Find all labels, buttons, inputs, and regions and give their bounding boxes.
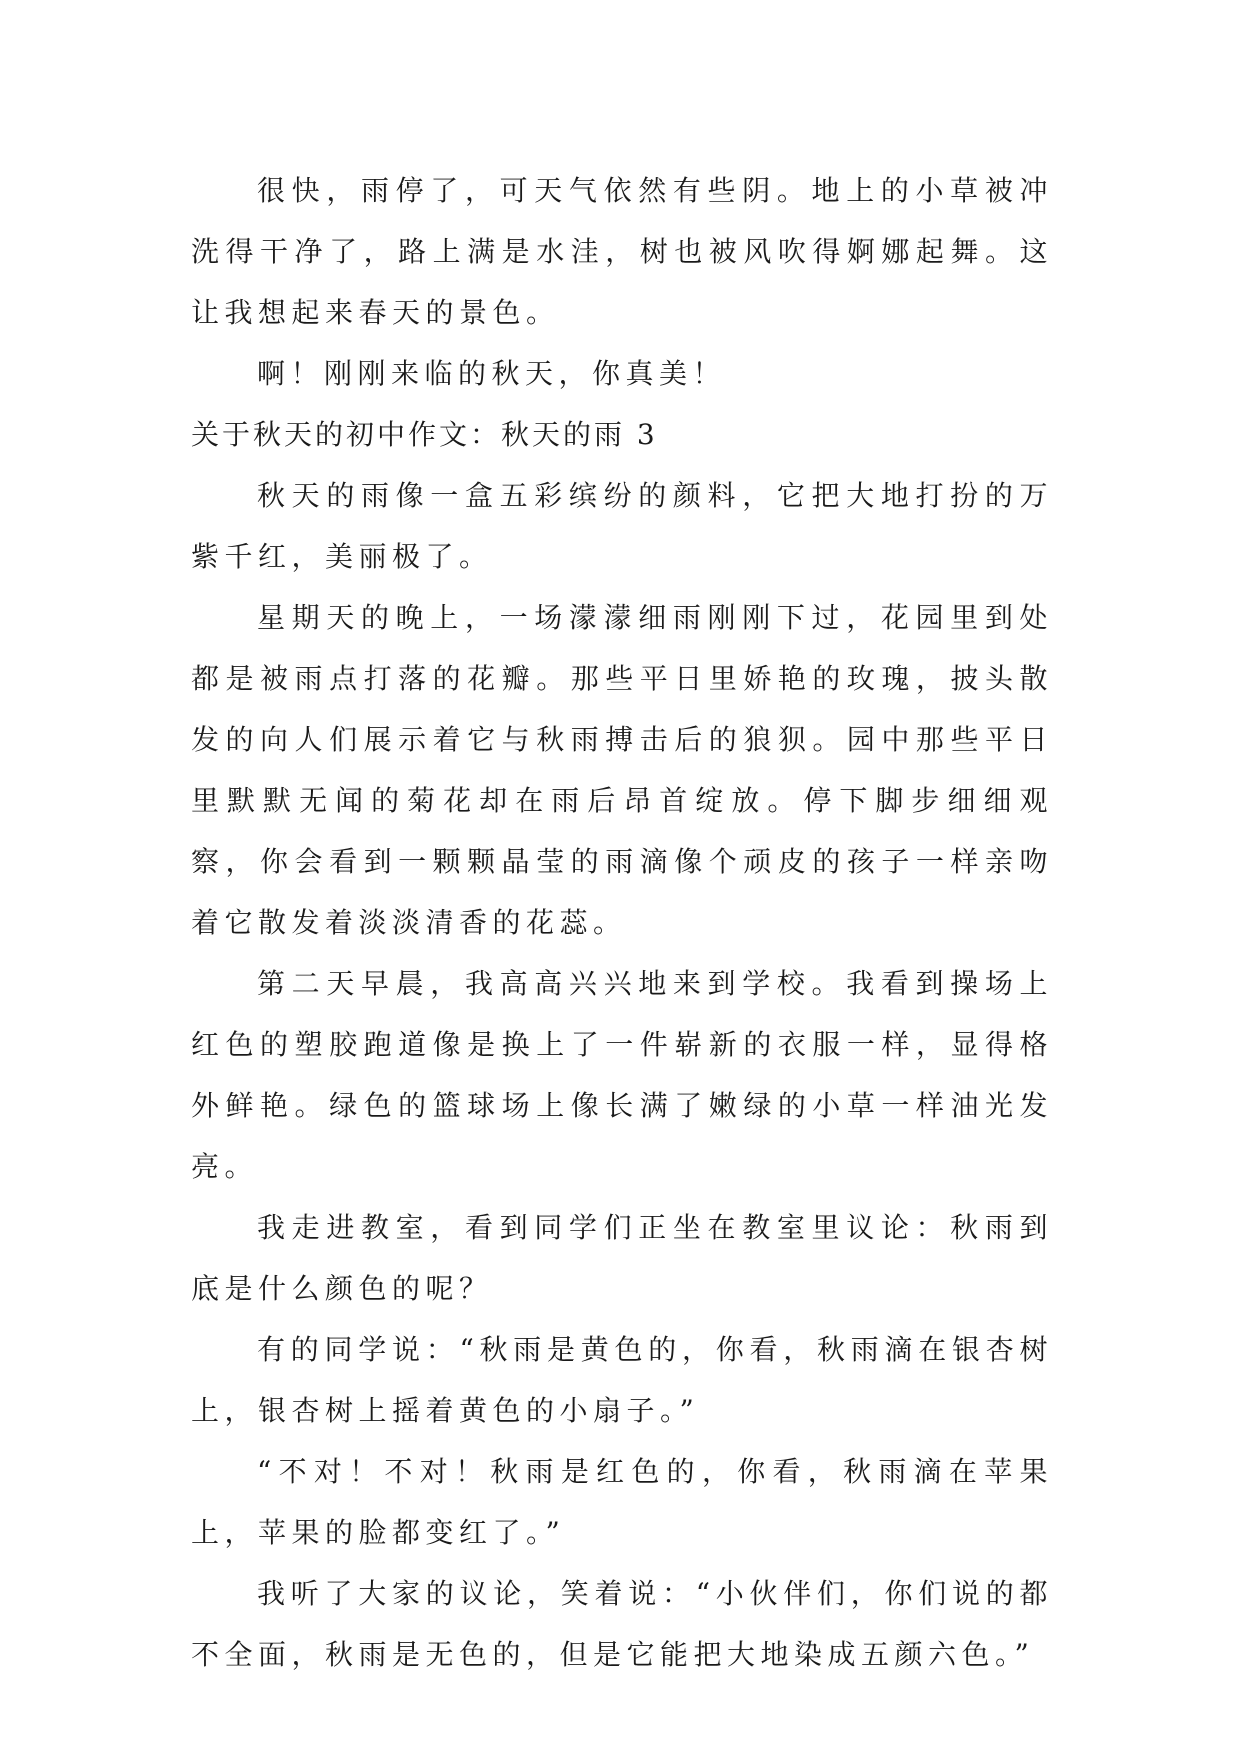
document-body xyxy=(191,160,1053,1685)
paragraph-rain-stopped: 很快，雨停了，可天气依然有些阴。地上的小草被冲洗得干净了，路上满是水洼，树也被风吹得婀娜起舞。这让我想起来春天的景色。 xyxy=(191,174,1053,329)
paragraph-autumn-beautiful: 啊！刚刚来临的秋天，你真美！ xyxy=(257,357,727,390)
essay-heading: 关于秋天的初中作文：秋天的雨 3 xyxy=(191,418,658,451)
paragraph-autumn-rain-paints: 秋天的雨像一盒五彩缤纷的颜料，它把大地打扮的万紫千红，美丽极了。 xyxy=(191,479,1053,573)
paragraph-colorless-rain: 我听了大家的议论，笑着说：“小伙伴们，你们说的都不全面，秋雨是无色的，但是它能把大地染成五颜六色。” xyxy=(191,1577,1053,1671)
paragraph-next-morning: 第二天早晨，我高高兴兴地来到学校。我看到操场上红色的塑胶跑道像是换上了一件崭新的衣服一样，显得格外鲜艳。绿色的篮球场上像长满了嫩绿的小草一样油光发亮。 xyxy=(191,967,1053,1183)
paragraph-sunday-evening: 星期天的晚上，一场濛濛细雨刚刚下过，花园里到处都是被雨点打落的花瓣。那些平日里娇艳的玫瑰，披头散发的向人们展示着它与秋雨搏击后的狼狈。园中那些平日里默默无闻的菊花却在雨后昂首绽放。停下脚步细细观察，你会看到一颗颗晶莹的雨滴像个顽皮的孩子一样亲吻着它散发着淡淡清香的花蕊。 xyxy=(191,601,1053,939)
paragraph-yellow-rain: 有的同学说：“秋雨是黄色的，你看，秋雨滴在银杏树上，银杏树上摇着黄色的小扇子。” xyxy=(191,1333,1053,1427)
paragraph-red-rain: “不对！不对！秋雨是红色的，你看，秋雨滴在苹果上，苹果的脸都变红了。” xyxy=(191,1455,1053,1549)
paragraph-classroom-discussion: 我走进教室，看到同学们正坐在教室里议论：秋雨到底是什么颜色的呢？ xyxy=(191,1211,1053,1305)
